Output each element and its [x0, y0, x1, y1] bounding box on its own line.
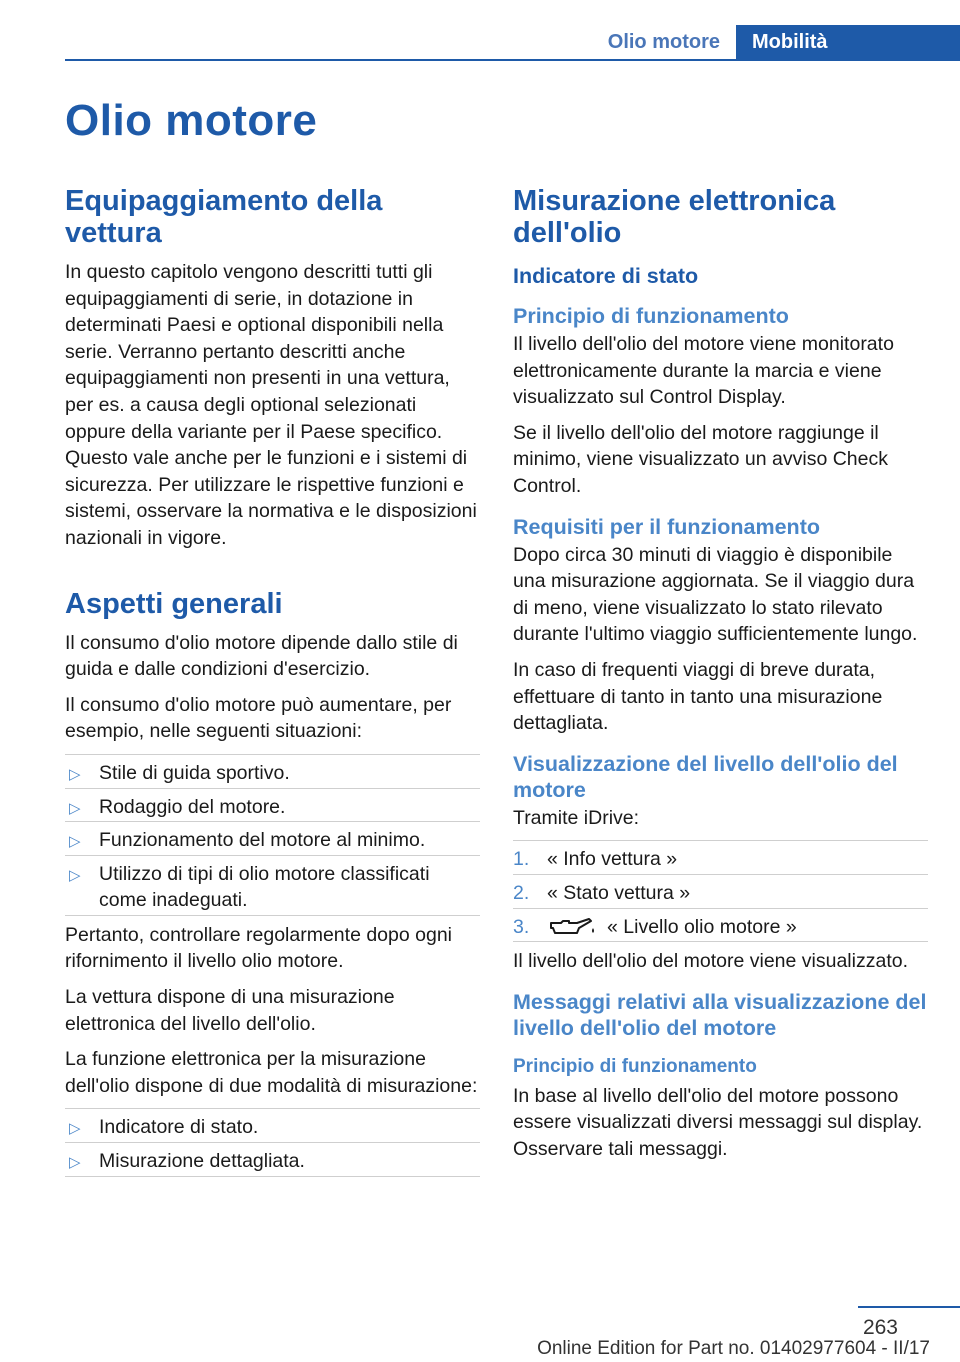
heading-electronic-measurement: Misurazione elettronica dell'olio: [513, 185, 836, 249]
list-item: [65, 1142, 480, 1176]
paragraph-messages: In base al livello dell'olio del motore possono essere visualizzati diversi messaggi sul display. Osservare tali messaggi.: [513, 1084, 923, 1160]
page-title: Olio motore: [65, 96, 318, 145]
step-number: 2.: [513, 881, 530, 904]
heading-general: Aspetti generali: [65, 587, 283, 620]
list-item: [65, 754, 480, 788]
heading-display-level: Visualizzazione del livello dell'olio del motore: [513, 751, 898, 802]
page-number: 263: [862, 1316, 898, 1339]
paragraph-principle-2: Se il livello dell'olio del motore raggiunge il minimo, viene visualizzato un avviso Check Control.: [513, 421, 888, 497]
step-number: 3.: [513, 915, 530, 938]
list-item-text: Rodaggio del motore.: [99, 795, 286, 818]
footer-rule: [858, 1306, 960, 1308]
paragraph-general-2: Il consumo d'olio motore può aumentare, per esempio, nelle seguenti situazioni:: [65, 693, 452, 743]
list-item: [65, 788, 480, 822]
heading-equipment: Equipaggiamento della vettura: [65, 185, 383, 249]
paragraph-display: Tramite iDrive:: [513, 806, 640, 829]
bullet-list-consumption: [65, 754, 480, 916]
list-item-text: Indicatore di stato.: [99, 1116, 259, 1139]
list-item: [513, 908, 928, 942]
triangle-bullet-icon: ▷: [69, 1120, 81, 1138]
list-item: [65, 855, 480, 915]
heading-principle: Principio di funzionamento: [513, 304, 789, 328]
paragraph-general-5: La funzione elettronica per la misurazione dell'olio dispone di due modalità di misurazione:: [65, 1048, 478, 1097]
triangle-bullet-icon: ▷: [69, 1154, 81, 1172]
step-text: « Stato vettura »: [547, 881, 691, 904]
heading-principle-2: Principio di funzionamento: [513, 1055, 757, 1077]
bullet-list-modes: [65, 1108, 480, 1176]
list-item: [65, 821, 480, 855]
oil-can-icon: [547, 916, 599, 938]
edition-note: Online Edition for Part no. 01402977604 - II/17: [537, 1338, 930, 1359]
triangle-bullet-icon: ▷: [69, 765, 81, 783]
list-item-text: Funzionamento del motore al minimo.: [99, 829, 426, 852]
page-header: [65, 25, 960, 61]
header-rule: [65, 59, 960, 61]
paragraph-general-3: Pertanto, controllare regolarmente dopo ogni rifornimento il livello olio motore.: [65, 923, 452, 973]
heading-messages: Messaggi relativi alla visualizzazione del livello dell'olio del motore: [513, 989, 927, 1040]
list-item: [65, 1108, 480, 1142]
triangle-bullet-icon: ▷: [69, 833, 81, 851]
list-item-text: Misurazione dettagliata.: [99, 1150, 305, 1173]
header-chapter-tab: Mobilità: [736, 25, 960, 61]
list-item-text: Utilizzo di tipi di olio motore classificati come inadeguati.: [99, 862, 430, 912]
paragraph-general-1: Il consumo d'olio motore dipende dallo stile di guida e dalle condizioni d'esercizio.: [65, 631, 458, 681]
paragraph-equipment: In questo capitolo vengono descritti tutti gli equipaggiamenti di serie, in dotazione in determinati Paesi e optional disponibili nella serie. Verranno pertanto descritti anche equipaggiamenti non presenti in una vettura, per es. a causa degli optional selezionati oppure della variante per il Paese specifico. Questo vale anche per le funzioni e i sistemi di sicurezza. Per utilizzare le rispettive funzioni e sistemi, osservare la normativa e le disposizioni nazionali in vigore.: [65, 261, 477, 549]
paragraph-requirements-1: Dopo circa 30 minuti di viaggio è disponibile una misurazione aggiornata. Se il viaggio dura di meno, viene visualizzato lo stato rilevato durante l'ultimo viaggio sufficientemente lungo.: [513, 543, 918, 646]
heading-requirements: Requisiti per il funzionamento: [513, 514, 820, 539]
heading-status-indicator: Indicatore di stato: [513, 264, 699, 288]
list-item-text: Stile di guida sportivo.: [99, 761, 290, 784]
paragraph-principle-1: Il livello dell'olio del motore viene monitorato elettronicamente durante la marcia e viene visualizzato sul Control Display.: [513, 333, 894, 409]
step-text: « Info vettura »: [547, 848, 678, 871]
paragraph-general-4: La vettura dispone di una misurazione elettronica del livello dell'olio.: [65, 986, 395, 1035]
list-item: [513, 874, 928, 908]
triangle-bullet-icon: ▷: [69, 799, 81, 817]
right-column: [513, 185, 928, 1171]
step-number: 1.: [513, 848, 530, 871]
paragraph-display-2: Il livello dell'olio del motore viene visualizzato.: [513, 950, 908, 973]
list-item: [513, 840, 928, 874]
header-section-title: Olio motore: [607, 31, 720, 53]
triangle-bullet-icon: ▷: [69, 866, 81, 884]
step-text: « Livello olio motore »: [607, 915, 797, 938]
paragraph-requirements-2: In caso di frequenti viaggi di breve durata, effettuare di tanto in tanto una misurazione dettagliata.: [513, 658, 883, 735]
left-column: [65, 185, 480, 1183]
steps-list: [513, 840, 928, 942]
